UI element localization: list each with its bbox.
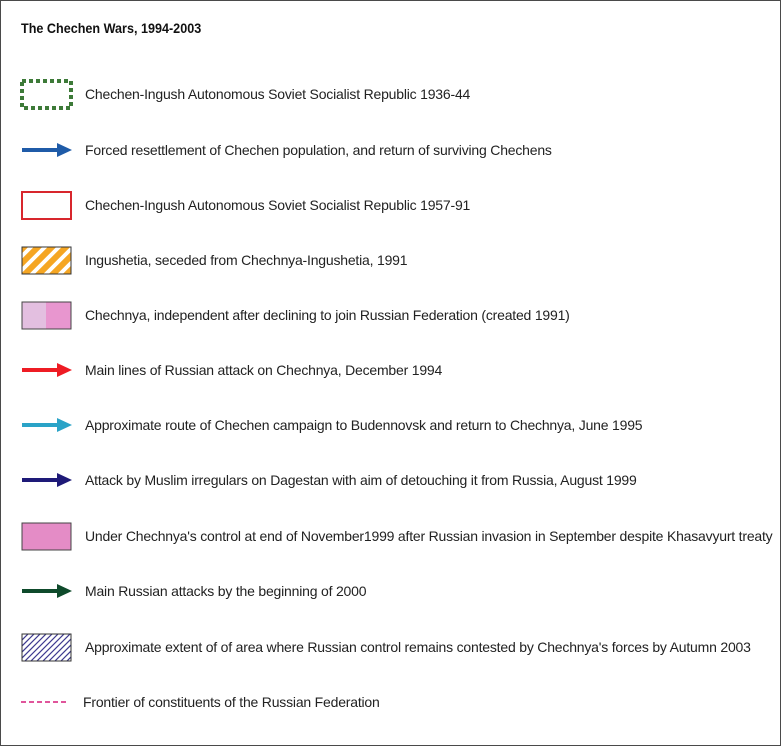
- arrow-symbol-icon: [21, 143, 73, 157]
- legend-item-label: Approximate extent of of area where Russian control remains contested by Chechnya's forces by Autumn 2003: [85, 639, 751, 655]
- legend-item-label: Chechen-Ingush Autonomous Soviet Socialist Republic 1957-91: [85, 197, 471, 213]
- legend-item-label: Attack by Muslim irregulars on Dagestan with aim of detouching it from Russia, August 1999: [85, 472, 637, 488]
- legend-item: [1, 130, 780, 170]
- legend-item: [1, 405, 780, 445]
- legend-item-label: Chechnya, independent after declining to join Russian Federation (created 1991): [85, 307, 570, 323]
- split-fill-swatch-icon: [20, 300, 73, 331]
- legend-item: [1, 516, 780, 556]
- legend-item: [1, 295, 780, 335]
- legend-item: [1, 240, 780, 280]
- legend-item-label: Approximate route of Chechen campaign to Budennovsk and return to Chechnya, June 1995: [85, 417, 643, 433]
- legend-item-label: Main lines of Russian attack on Chechnya, December 1994: [85, 362, 443, 378]
- arrow-symbol-icon: [21, 363, 73, 377]
- arrow-symbol-icon: [21, 418, 73, 432]
- legend-item-label: Ingushetia, seceded from Chechnya-Ingushetia, 1991: [85, 252, 408, 268]
- outline-swatch-icon: [20, 190, 73, 221]
- arrow-symbol-icon: [21, 473, 73, 487]
- legend-title: The Chechen Wars, 1994-2003: [21, 20, 202, 36]
- legend-item: [1, 350, 780, 390]
- legend-item: [1, 74, 780, 114]
- filled-swatch-icon: [20, 521, 73, 552]
- legend-item-label: Main Russian attacks by the beginning of 2000: [85, 583, 367, 599]
- legend-item: [1, 571, 780, 611]
- arrow-symbol-icon: [21, 584, 73, 598]
- legend-item-label: Forced resettlement of Chechen population, and return of surviving Chechens: [85, 142, 552, 158]
- legend-item-label: Chechen-Ingush Autonomous Soviet Socialist Republic 1936-44: [85, 86, 471, 102]
- dashed-line-symbol-icon: [21, 700, 71, 704]
- legend-item: [1, 682, 780, 722]
- legend-item-label: Under Chechnya's control at end of November1999 after Russian invasion in September despite Khasavyurt treaty: [85, 528, 773, 544]
- legend-item: [1, 460, 780, 500]
- legend-item: [1, 185, 780, 225]
- hatched-swatch-icon: [20, 245, 73, 276]
- legend-item-label: Frontier of constituents of the Russian Federation: [83, 694, 380, 710]
- diagonal-lines-swatch-icon: [20, 632, 73, 663]
- legend-item: [1, 627, 780, 667]
- dotted-border-swatch-icon: [20, 79, 73, 110]
